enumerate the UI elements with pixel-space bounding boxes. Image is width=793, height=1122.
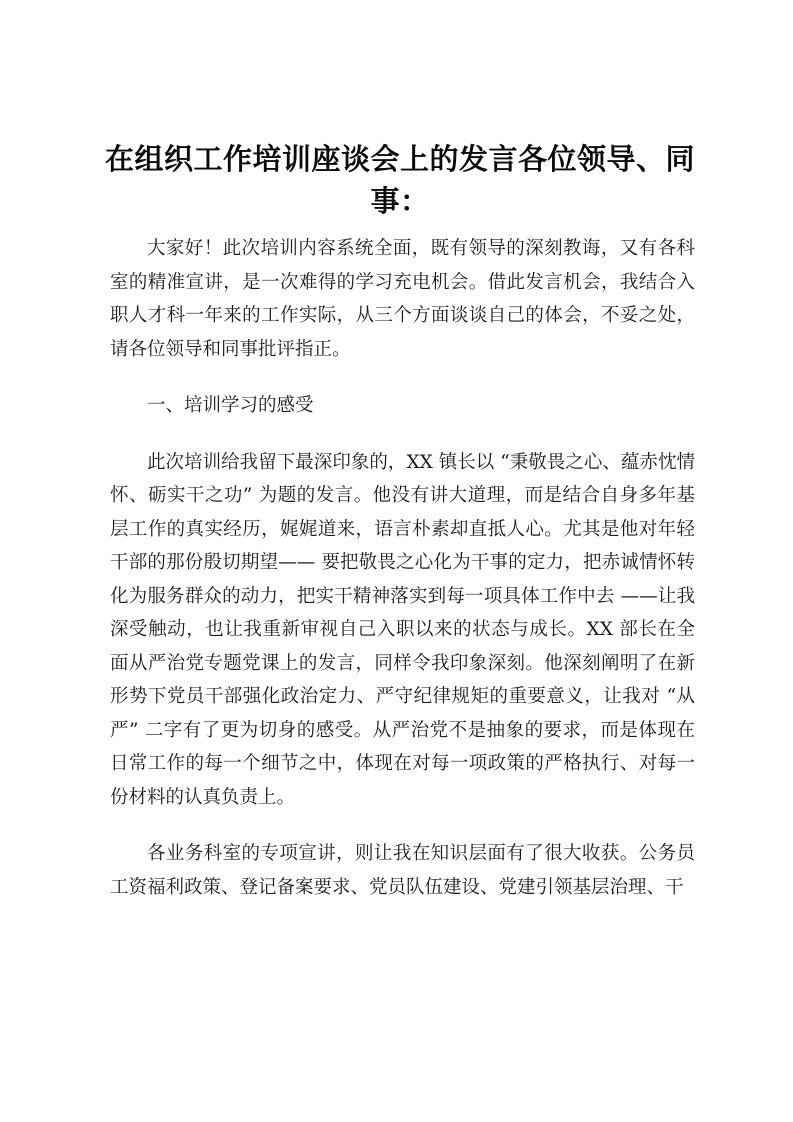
document-body <box>110 232 695 927</box>
paragraph-departments: 各业务科室的专项宣讲，则让我在知识层面有了很大收获。公务员工资福利政策、登记备案要求、党员队伍建设、党建引领基层治理、干 <box>110 843 695 898</box>
paragraph-greeting: 大家好！此次培训内容系统全面，既有领导的深刻教诲，又有各科室的精准宣讲，是一次难得的学习充电机会。借此发言机会，我结合入职人才科一年来的工作实际，从三个方面谈谈自己的体会，不妥之处，请各位领导和同事批评指正。 <box>110 238 695 360</box>
document-title: 在组织工作培训座谈会上的发言各位领导、同事： <box>104 142 695 218</box>
section-heading: 一、培训学习的感受 <box>147 395 314 416</box>
paragraph-impressions: 此次培训给我留下最深印象的，XX 镇长以 “秉敬畏之心、蕴赤忱情怀、砺实干之功” 为题的发言。他没有讲大道理，而是结合自身多年基层工作的真实经历，娓娓道来，语言朴素却直抵人心。尤其是他对年轻干部的那份殷切期望—— 要把敬畏之心化为干事的定力，把赤诚情怀转化为服务群众的动力，把实干精神落实到每一项具体工作中去 ——让我深受触动，也让我重新审视自己入职以来的状态与成长。XX 部长在全面从严治党专题党课上的发言，同样令我印象深刻。他深刻阐明了在新形势下党员干部强化政治定力、严守纪律规矩的重要意义，让我对 “从严” 二字有了更为切身的感受。从严治党不是抽象的要求，而是体现在日常工作的每一个细节之中，体现在对每一项政策的严格执行、对每一份材料的认真负责上。 <box>110 451 695 808</box>
